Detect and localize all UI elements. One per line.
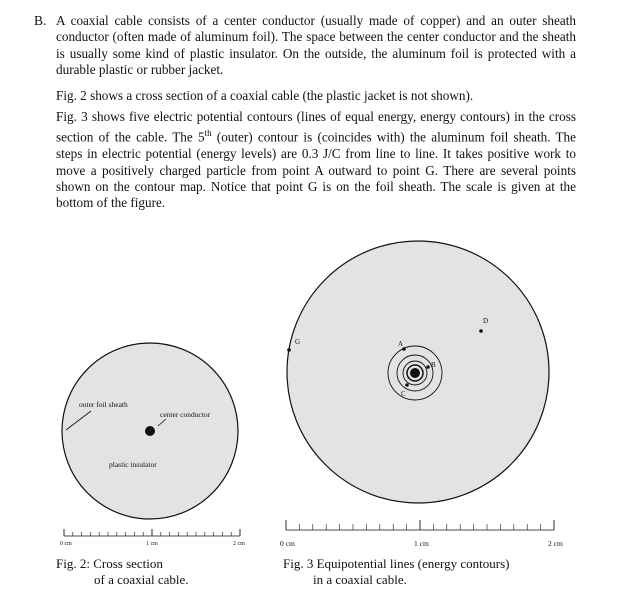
fig2-center-conductor (145, 426, 155, 436)
fig3-scale-start-label: 0 cm (280, 539, 295, 548)
fig2-caption-line2: of a coaxial cable. (94, 572, 189, 587)
fig3-scale-bar (280, 520, 563, 548)
fig2-scale-end-label: 2 cm (233, 541, 245, 547)
fig3-description-text-1: Fig. 3 shows five electric potential contours (lines of equal energy, energy contours) in the cross section of the cable. The 5 (56, 109, 576, 145)
fig2-caption-line1: Fig. 2: Cross section (56, 556, 163, 571)
fig2-cross-section (60, 343, 245, 547)
intro-paragraph: A coaxial cable consists of a center conductor (usually made of copper) and an outer sheath conductor (often made of aluminum foil). The space between the center conductor and the sheath is usually some kind of plastic insulator. On the outside, the aluminum foil is protected with a durable plastic or rubber jacket. (56, 13, 576, 78)
fig3-point-b-label: B (431, 361, 436, 369)
fig2-description-paragraph: Fig. 2 shows a cross section of a coaxial cable (the plastic jacket is not shown). (56, 88, 474, 103)
fig3-caption-line2: in a coaxial cable. (313, 572, 407, 587)
fig3-point-d-label: D (483, 317, 489, 325)
fig3-point-a-label: A (398, 340, 404, 348)
fig3-scale-end-label: 2 cm (548, 539, 563, 548)
fig3-scale-ticks (286, 520, 554, 530)
fig2-outer-foil-sheath-label: outer foil sheath (79, 400, 128, 409)
fig3-equipotential-map (280, 241, 563, 548)
fig3-point-g-label: G (295, 338, 301, 346)
fig2-scale-start-label: 0 cm (60, 541, 72, 547)
superscript-th: th (204, 128, 212, 139)
fig3-caption-line1: Fig. 3 Equipotential lines (energy contours) (283, 556, 510, 571)
fig3-scale-mid-label: 1 cm (414, 539, 429, 548)
fig3-point-b (426, 365, 430, 369)
section-label: B. (34, 13, 47, 28)
fig3-point-g (287, 348, 291, 352)
fig3-center-conductor (410, 368, 420, 378)
fig3-point-d (479, 329, 483, 333)
fig3-point-c (405, 383, 409, 387)
fig2-plastic-insulator-label: plastic insulator (109, 460, 157, 469)
fig2-scale-ticks (64, 529, 240, 536)
fig2-scale-bar (60, 529, 245, 547)
fig3-description-text-2: (outer) contour is (coincides with) the aluminum foil sheath. The steps in electric potential (energy levels) are 0.3 J/C from line to line. It takes positive work to move a positively charged particle from point A outward to point G. There are several points shown on the contour map. Notice that point G is on the foil sheath. The scale is given at the bottom of the figure. (56, 129, 576, 211)
fig2-center-conductor-label: center conductor (160, 410, 211, 419)
fig3-point-c-label: C (401, 390, 406, 398)
fig2-scale-mid-label: 1 cm (146, 541, 158, 547)
